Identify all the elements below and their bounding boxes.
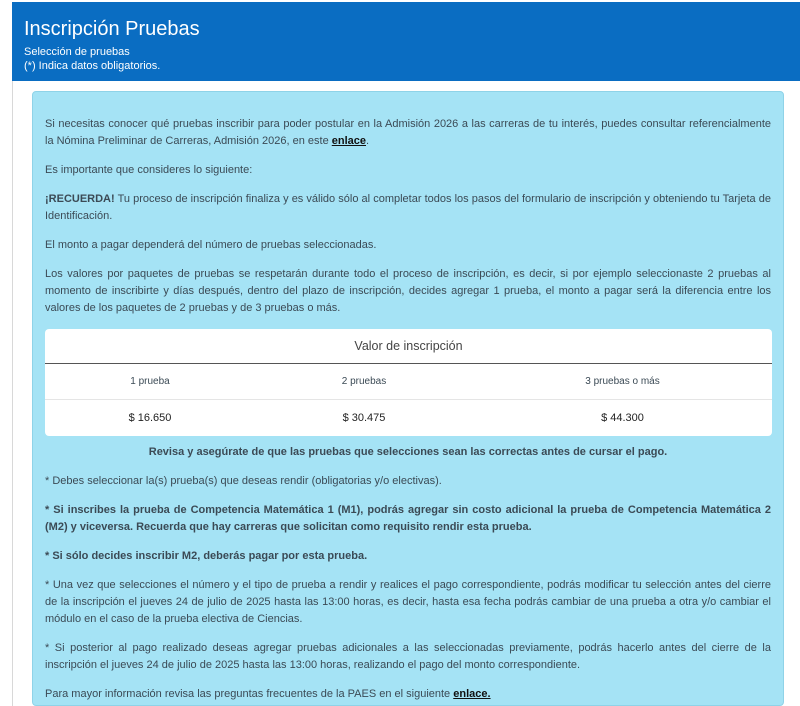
- packages-paragraph: Los valores por paquetes de pruebas se respetarán durante todo el proceso de inscripción, es decir, si por ejemplo seleccionaste 2 pruebas al momento de inscribirte y días después, dentro del plazo de inscripción, decides agregar 1 prueba, el monto a pagar será la diferencia entre los valores de los paquetes de 2 pruebas y de 3 pruebas o más.: [45, 268, 771, 314]
- page-title: Inscripción Pruebas: [24, 18, 200, 40]
- price-table-header-row: [45, 364, 772, 400]
- info-panel: [32, 91, 784, 706]
- price-header-3: 3 pruebas o más: [585, 376, 660, 387]
- price-header-1: 1 prueba: [130, 376, 170, 387]
- modify-note: * Una vez que selecciones el número y el tipo de prueba a rendir y realices el pago correspondiente, podrás modificar tu selección antes del cierre de la inscripción el jueves 24 de julio de 2025 hasta las 13:00 horas, es decir, hasta esa fecha podrás cambiar de una prueba a otra y/o cambiar el módulo en el caso de la prueba electiva de Ciencias.: [45, 579, 771, 625]
- important-paragraph: Es importante que consideres lo siguiente:: [45, 164, 253, 176]
- m2-only-note: * Si sólo decides inscribir M2, deberás pagar por esta prueba.: [45, 550, 368, 562]
- reminder-paragraph: ¡RECUERDA! Tu proceso de inscripción finaliza y es válido sólo al completar todos los pasos del formulario de inscripción y obteniendo tu Tarjeta de Identificación.: [45, 193, 771, 222]
- faq-link[interactable]: enlace.: [453, 688, 491, 700]
- price-value-3: $ 44.300: [601, 411, 644, 424]
- required-note: (*) Indica datos obligatorios.: [24, 60, 161, 72]
- careers-link[interactable]: enlace: [331, 135, 367, 147]
- intro-paragraph: Si necesitas conocer qué pruebas inscribir para poder postular en la Admisión 2026 a las carreras de tu interés, puedes consultar referencialmente la Nómina Preliminar de Carreras, Admisión 2026, en este enlace.: [45, 118, 771, 147]
- price-table: [45, 329, 772, 436]
- amount-paragraph: El monto a pagar dependerá del número de pruebas seleccionadas.: [45, 239, 377, 251]
- price-table-value-row: [45, 400, 772, 436]
- price-value-2: $ 30.475: [342, 411, 386, 424]
- review-note: Revisa y asegúrate de que las pruebas que selecciones sean las correctas antes de cursar el pago.: [148, 446, 668, 458]
- m1-m2-note: * Si inscribes la prueba de Competencia Matemática 1 (M1), podrás agregar sin costo adicional la prueba de Competencia Matemática 2 (M2) y viceversa. Recuerda que hay carreras que solicitan como requisito rendir esta prueba.: [45, 504, 771, 533]
- page-header: [12, 2, 800, 81]
- reminder-label: ¡RECUERDA!: [45, 193, 115, 205]
- page-subtitle: Selección de pruebas: [24, 46, 130, 58]
- add-more-note: * Si posterior al pago realizado deseas agregar pruebas adicionales a las seleccionadas previamente, podrás hacerlo antes del cierre de la inscripción el jueves 24 de julio de 2025 hasta las 13:00 horas, realizando el pago del monto correspondiente.: [45, 642, 771, 671]
- faq-paragraph: Para mayor información revisa las preguntas frecuentes de la PAES en el siguiente enlace.: [45, 688, 491, 700]
- price-value-1: $ 16.650: [128, 411, 172, 424]
- select-note: * Debes seleccionar la(s) prueba(s) que deseas rendir (obligatorias y/o electivas).: [45, 475, 442, 487]
- price-table-caption: Valor de inscripción: [45, 329, 772, 364]
- price-header-2: 2 pruebas: [341, 376, 387, 387]
